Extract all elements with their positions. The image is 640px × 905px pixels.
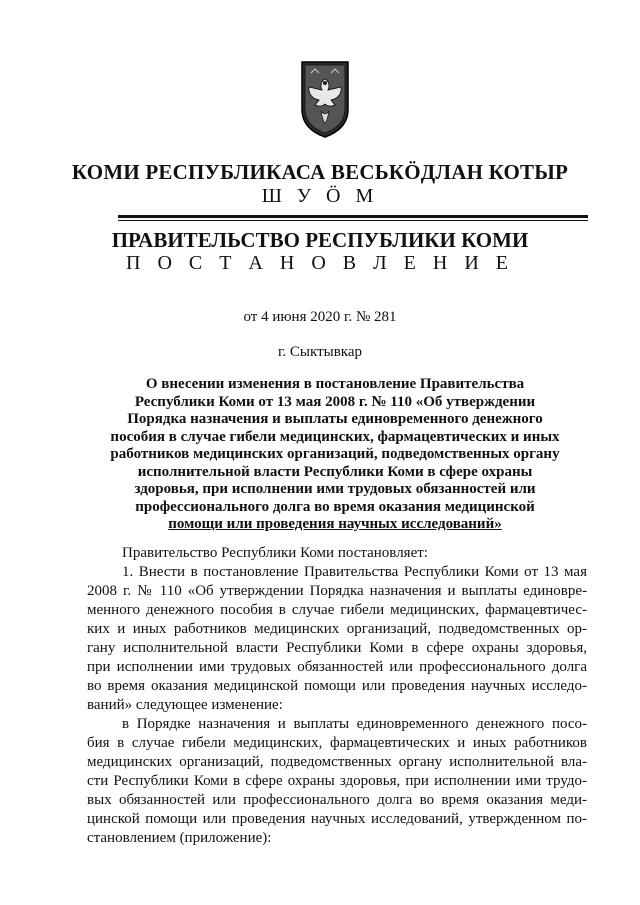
body-line: во время оказания медицинской помощи или проведения научных исследо- xyxy=(87,678,587,694)
document-date-number: от 4 июня 2020 г. № 281 xyxy=(243,309,397,325)
title-line: Порядка назначения и выплаты единовременного денежного xyxy=(127,411,543,427)
coat-of-arms-icon xyxy=(299,59,351,139)
title-line: пособия в случае гибели медицинских, фармацевтических и иных xyxy=(110,428,560,445)
body-line: становлением (приложение): xyxy=(87,830,272,846)
title-line: помощи или проведения научных исследований» xyxy=(168,516,502,532)
komi-government-title: КОМИ РЕСПУБЛИКАСА ВЕСЬКӦДЛАН КОТЫР xyxy=(71,160,569,184)
title-line: здоровья, при исполнении ими трудовых обязанностей или xyxy=(134,481,536,497)
body-line: бия в случае гибели медицинских, фармацевтических и иных работников xyxy=(87,735,587,751)
resolution-title xyxy=(100,376,570,534)
body-line: медицинских организаций, подведомственных органу исполнительной вла- xyxy=(87,754,587,770)
body-line: гану исполнительной власти Республики Коми в сфере охраны здоровья, xyxy=(87,640,587,656)
body-line: при исполнении ими трудовых обязанностей или профессионального долга xyxy=(87,659,587,675)
document-type: П О С Т А Н О В Л Е Н И Е xyxy=(126,252,514,274)
title-line: работников медицинских организаций, подведомственных органу xyxy=(110,446,560,462)
body-line: ких и иных работников медицинских организаций, подведомственных ор- xyxy=(87,621,587,637)
body-line: 2008 г. № 110 «Об утверждении Порядка назначения и выплаты единовре- xyxy=(87,583,587,599)
header-divider-thick xyxy=(118,215,588,218)
title-line: Республики Коми от 13 мая 2008 г. № 110 «Об утверждении xyxy=(134,393,536,410)
title-line: профессионального долга во время оказания медицинской xyxy=(135,498,535,515)
body-line: вых обязанностей или профессионального долга во время оказания меди- xyxy=(87,792,587,808)
body-line: в Порядке назначения и выплаты единовременного денежного посо- xyxy=(122,716,587,732)
body-line: сти Республики Коми в сфере охраны здоровья, при исполнении ими трудо- xyxy=(87,773,587,789)
body-line: 1. Внести в постановление Правительства Республики Коми от 13 мая xyxy=(122,564,587,580)
body-line: Правительство Республики Коми постановляет: xyxy=(122,545,428,561)
body-line: цинской помощи или проведения научных исследований, утвержденном по- xyxy=(87,811,587,827)
body-line: ваний» следующее изменение: xyxy=(87,697,283,713)
header-divider-thin xyxy=(118,220,588,221)
resolution-body xyxy=(87,544,587,848)
government-title: ПРАВИТЕЛЬСТВО РЕСПУБЛИКИ КОМИ xyxy=(111,228,529,252)
komi-document-type: Ш У Ӧ М xyxy=(261,185,379,207)
document-city: г. Сыктывкар xyxy=(277,344,363,360)
title-line: О внесении изменения в постановление Правительства xyxy=(145,376,525,392)
title-line: исполнительной власти Республики Коми в сфере охраны xyxy=(137,463,533,480)
body-line: менного денежного пособия в случае гибели медицинских, фармацевтичес- xyxy=(87,602,587,618)
